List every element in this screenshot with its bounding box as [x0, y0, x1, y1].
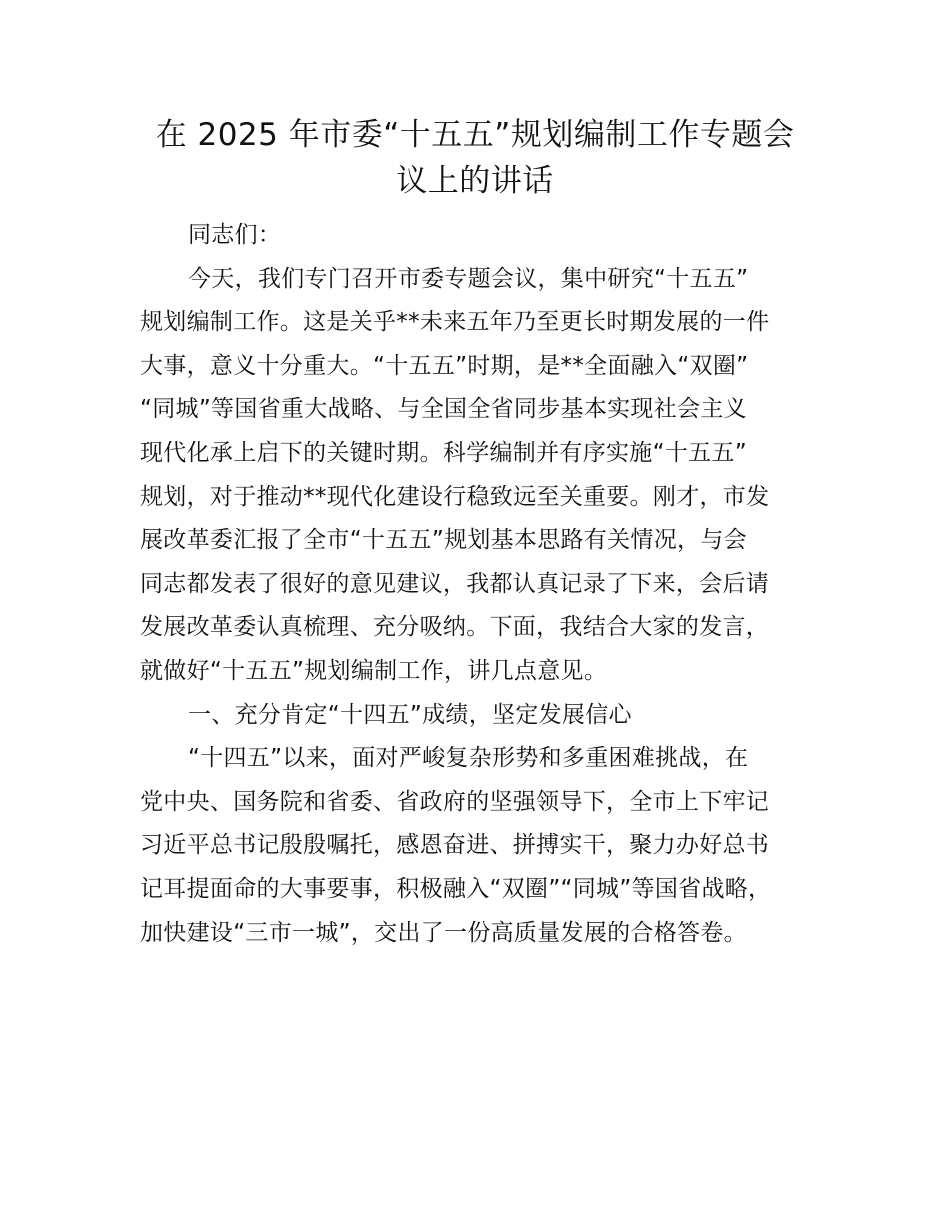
paragraph-intro	[140, 258, 830, 694]
paragraph-line: 规划，对于推动**现代化建设行稳致远至关重要。刚才，市发	[140, 483, 770, 510]
greeting	[140, 214, 830, 258]
paragraph-line: 今天，我们专门召开市委专题会议，集中研究“十五五”	[188, 265, 749, 292]
document-title	[140, 112, 810, 204]
paragraph-line: 展改革委汇报了全市“十五五”规划基本思路有关情况，与会	[140, 527, 747, 554]
document-body	[140, 214, 830, 955]
paragraph-line: 党中央、国务院和省委、省政府的坚强领导下，全市上下牢记	[140, 788, 770, 815]
paragraph-line: “十四五”以来，面对严峻复杂形势和多重困难挑战，在	[188, 745, 749, 772]
paragraph-line: 现代化承上启下的关键时期。科学编制并有序实施“十五五”	[140, 439, 747, 466]
paragraph-line: 发展改革委认真梳理、充分吸纳。下面，我结合大家的发言，	[140, 614, 770, 641]
paragraph-line: 加快建设“三市一城”，交出了一份高质量发展的合格答卷。	[140, 919, 747, 946]
paragraph-line: 大事，意义十分重大。“十五五”时期，是**全面融入“双圈”	[140, 352, 749, 379]
paragraph-line: “同城”等国省重大战略、与全国全省同步基本实现社会主义	[140, 396, 747, 423]
paragraph-line: 记耳提面命的大事要事，积极融入“双圈”“同城”等国省战略，	[140, 875, 772, 902]
title-line: 议上的讲话	[396, 163, 554, 199]
section-heading-line: 一、充分肯定“十四五”成绩，坚定发展信心	[188, 701, 632, 728]
paragraph-line: 就做好“十五五”规划编制工作，讲几点意见。	[140, 657, 608, 684]
title-line: 在 2025 年市委“十五五”规划编制工作专题会	[155, 117, 795, 153]
section-heading	[140, 694, 830, 738]
paragraph-line: 规划编制工作。这是关乎**未来五年乃至更长时期发展的一件	[140, 309, 770, 336]
paragraph-line: 习近平总书记殷殷嘱托，感恩奋进、拼搏实干，聚力办好总书	[140, 832, 770, 859]
greeting-line: 同志们：	[188, 222, 282, 248]
paragraph-line: 同志都发表了很好的意见建议，我都认真记录了下来，会后请	[140, 570, 770, 597]
paragraph-achievements	[140, 737, 830, 955]
